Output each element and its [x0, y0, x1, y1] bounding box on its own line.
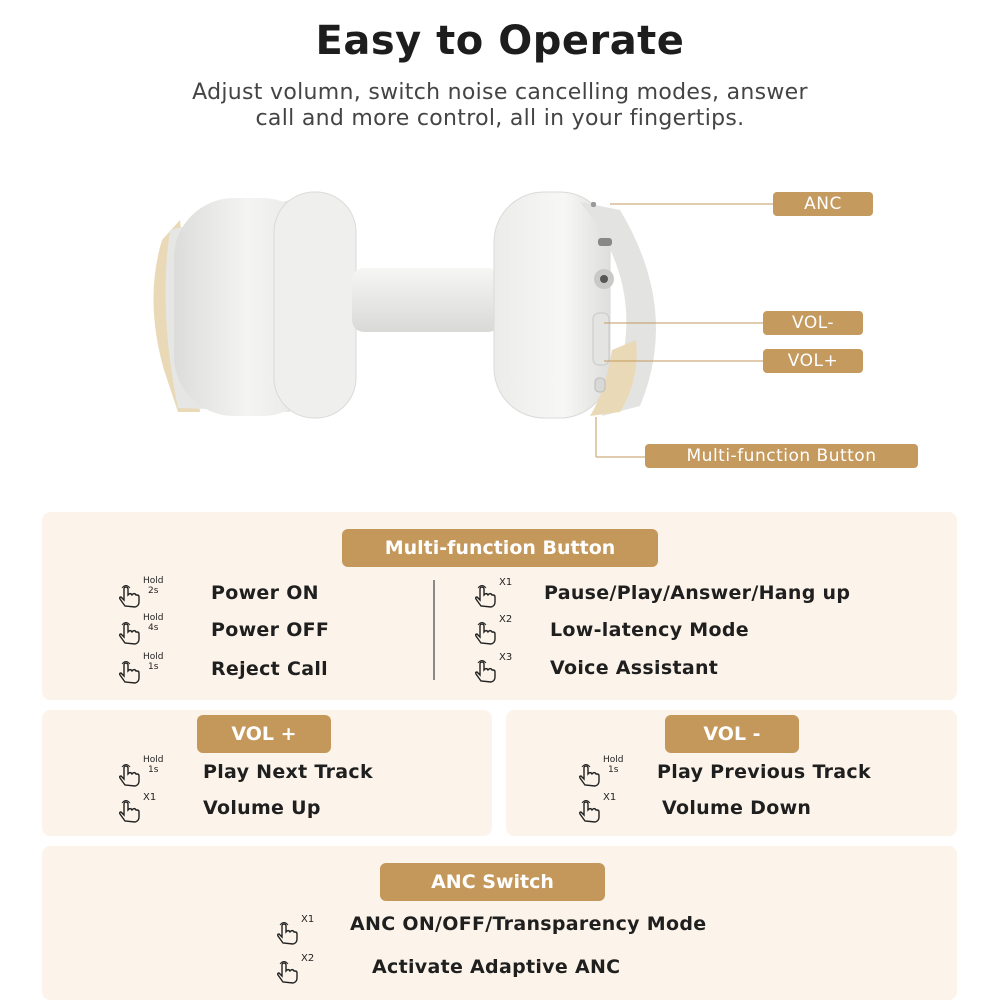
anc-switch-pill: ANC Switch	[380, 863, 605, 901]
item-label: Activate Adaptive ANC	[372, 956, 621, 978]
vol-plus-panel	[42, 710, 492, 836]
multi-function-pill: Multi-function Button	[342, 529, 658, 567]
item-label: Pause/Play/Answer/Hang up	[544, 582, 851, 604]
anc-callout: ANC	[773, 192, 873, 216]
vol-plus-pill: VOL +	[197, 715, 331, 753]
subtitle-line-2: call and more control, all in your fingertips.	[255, 106, 745, 131]
headphone-image	[140, 180, 660, 430]
divider	[433, 580, 435, 680]
page-subtitle	[100, 80, 900, 132]
hand-tap-icon: X1	[472, 578, 504, 608]
page-title: Easy to Operate	[315, 18, 685, 64]
item-label: Power OFF	[211, 619, 330, 641]
headband	[352, 268, 500, 332]
hand-tap-icon: Hold 2s	[116, 578, 148, 608]
hand-tap-icon: X2	[274, 954, 306, 984]
item-label: ANC ON/OFF/Transparency Mode	[350, 913, 707, 935]
hand-tap-icon: X2	[472, 615, 504, 645]
hand-tap-icon: Hold 1s	[576, 757, 608, 787]
anc-switch-panel	[42, 846, 957, 1000]
hand-tap-icon: X3	[472, 653, 504, 683]
hand-tap-icon: Hold 1s	[116, 654, 148, 684]
item-label: Low-latency Mode	[550, 619, 749, 641]
item-label: Volume Down	[662, 797, 812, 819]
item-label: Volume Up	[203, 797, 321, 819]
item-label: Voice Assistant	[550, 657, 719, 679]
item-label: Reject Call	[211, 658, 328, 680]
hand-tap-icon: X1	[576, 793, 608, 823]
item-label: Power ON	[211, 582, 319, 604]
hand-tap-icon: Hold 4s	[116, 615, 148, 645]
hand-tap-icon: X1	[274, 915, 306, 945]
subtitle-line-1: Adjust volumn, switch noise cancelling modes, answer	[192, 80, 808, 105]
multi-function-callout: Multi-function Button	[645, 444, 918, 468]
vol-minus-panel	[506, 710, 957, 836]
vol-minus-pill: VOL -	[665, 715, 799, 753]
item-label: Play Previous Track	[657, 761, 871, 783]
hand-tap-icon: X1	[116, 793, 148, 823]
vol-plus-callout: VOL+	[763, 349, 863, 373]
callout-lines	[590, 195, 780, 475]
item-label: Play Next Track	[203, 761, 373, 783]
hand-tap-icon: Hold 1s	[116, 757, 148, 787]
vol-minus-callout: VOL-	[763, 311, 863, 335]
multi-function-panel	[42, 512, 957, 700]
